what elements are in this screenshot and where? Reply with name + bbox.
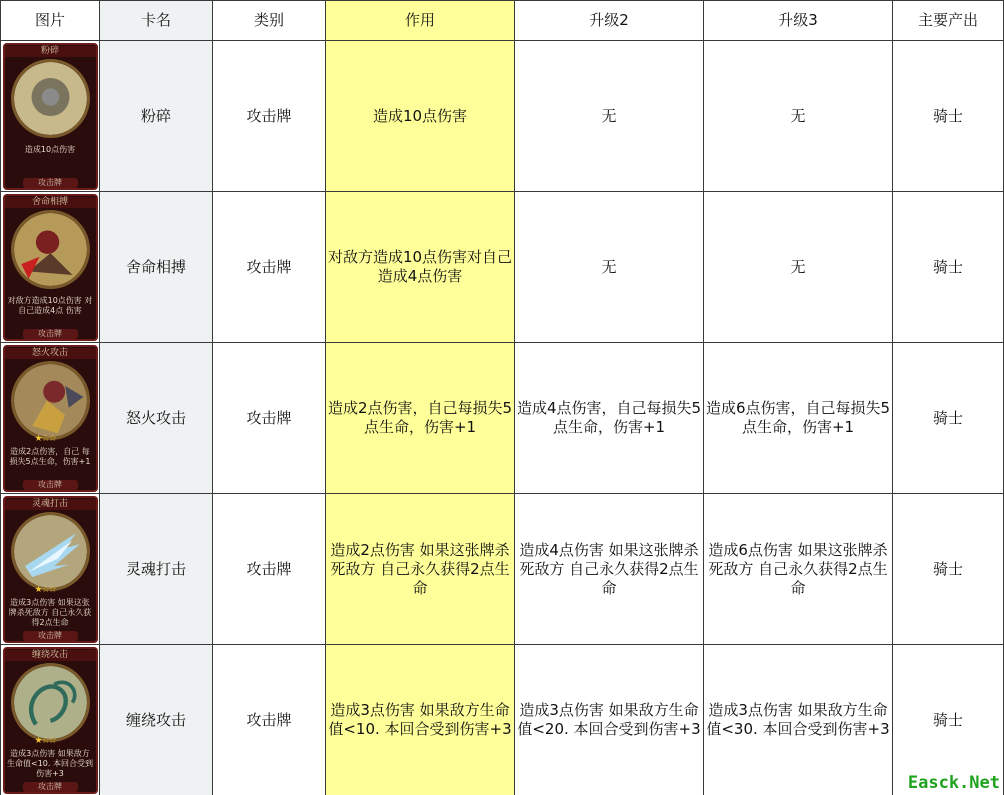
card-art-illustration [14,515,87,588]
card-image-type: 攻击牌 [23,782,78,792]
card-image-cell [1,192,100,343]
card-art-illustration [14,666,87,739]
card-source: 骑士 [893,343,1004,494]
card-upgrade2: 无 [515,192,704,343]
card-image-desc: 造成2点伤害，自己 每损失5点生命，伤害+1 [9,446,91,466]
card-name: 缠绕攻击 [100,645,213,795]
card-image-type: 攻击牌 [23,480,78,490]
watermark: Easck.Net [907,773,1000,793]
card-image-title: 舍命相搏 [5,197,96,208]
card-upgrade2: 造成4点伤害，自己每损失5点生命，伤害+1 [515,343,704,494]
table-row [1,41,1004,192]
card-type: 攻击牌 [213,41,326,192]
card-art [11,512,90,591]
card-effect: 造成10点伤害 [326,41,515,192]
header-effect: 作用 [326,1,515,41]
card-effect: 造成2点伤害，自己每损失5点生命，伤害+1 [326,343,515,494]
card-source: 骑士 [893,494,1004,645]
card-type: 攻击牌 [213,343,326,494]
card-art-illustration [14,213,87,286]
card-effect: 造成2点伤害 如果这张牌杀死敌方 自己永久获得2点生命 [326,494,515,645]
card-name: 舍命相搏 [100,192,213,343]
card-stars: ★☆☆ [34,584,56,595]
card-type: 攻击牌 [213,494,326,645]
card-image-cell [1,41,100,192]
header-name: 卡名 [100,1,213,41]
card-image-cell [1,343,100,494]
card-image [3,43,98,190]
card-upgrade2: 造成4点伤害 如果这张牌杀死敌方 自己永久获得2点生命 [515,494,704,645]
card-source: 骑士 [893,192,1004,343]
card-art [11,663,90,742]
header-row [1,1,1004,41]
card-upgrade3: 无 [704,192,893,343]
card-image-title: 粉碎 [5,46,96,57]
card-upgrade3: 造成6点伤害 如果这张牌杀死敌方 自己永久获得2点生命 [704,494,893,645]
card-source: 骑士 [893,41,1004,192]
header-source: 主要产出 [893,1,1004,41]
card-effect: 造成3点伤害 如果敌方生命值<10. 本回合受到伤害+3 [326,645,515,795]
card-stars: ★☆☆ [34,735,56,746]
header-upgrade3: 升级3 [704,1,893,41]
card-art [11,210,90,289]
card-image [3,647,98,794]
card-image-title: 灵魂打击 [5,499,96,510]
card-image-cell [1,645,100,795]
header-upgrade2: 升级2 [515,1,704,41]
card-art [11,59,90,138]
card-upgrade2: 无 [515,41,704,192]
card-upgrade2: 造成3点伤害 如果敌方生命值<20. 本回合受到伤害+3 [515,645,704,795]
card-image-desc: 造成3点伤害 如果这张牌杀死敌方 自己永久获得2点生命 [8,597,92,627]
card-image-type: 攻击牌 [23,178,78,188]
card-upgrade3: 造成3点伤害 如果敌方生命值<30. 本回合受到伤害+3 [704,645,893,795]
card-upgrade3: 造成6点伤害，自己每损失5点生命，伤害+1 [704,343,893,494]
card-effect: 对敌方造成10点伤害对自己造成4点伤害 [326,192,515,343]
table-row [1,343,1004,494]
card-image-type: 攻击牌 [23,329,78,339]
card-name: 怒火攻击 [100,343,213,494]
header-type: 类别 [213,1,326,41]
card-art-illustration [14,364,87,437]
card-type: 攻击牌 [213,645,326,795]
card-image-desc: 对敌方造成10点伤害 对自己造成4点 伤害 [7,295,93,315]
card-image-title: 缠绕攻击 [5,650,96,661]
card-source: 骑士 [893,645,1004,795]
card-image [3,194,98,341]
card-image-desc: 造成3点伤害 如果敌方生命值<10. 本回合受到伤害+3 [7,748,93,778]
card-image-type: 攻击牌 [23,631,78,641]
table-row [1,192,1004,343]
card-image [3,496,98,643]
card-type: 攻击牌 [213,192,326,343]
card-name: 粉碎 [100,41,213,192]
card-name: 灵魂打击 [100,494,213,645]
card-art-illustration [14,62,87,135]
card-image [3,345,98,492]
table-row [1,494,1004,645]
card-upgrade3: 无 [704,41,893,192]
card-image-title: 怒火攻击 [5,348,96,359]
header-image: 图片 [1,1,100,41]
card-image-cell [1,494,100,645]
card-image-desc: 造成10点伤害 [24,144,76,154]
card-art [11,361,90,440]
table-row [1,645,1004,795]
card-stars: ★☆☆ [34,433,56,444]
